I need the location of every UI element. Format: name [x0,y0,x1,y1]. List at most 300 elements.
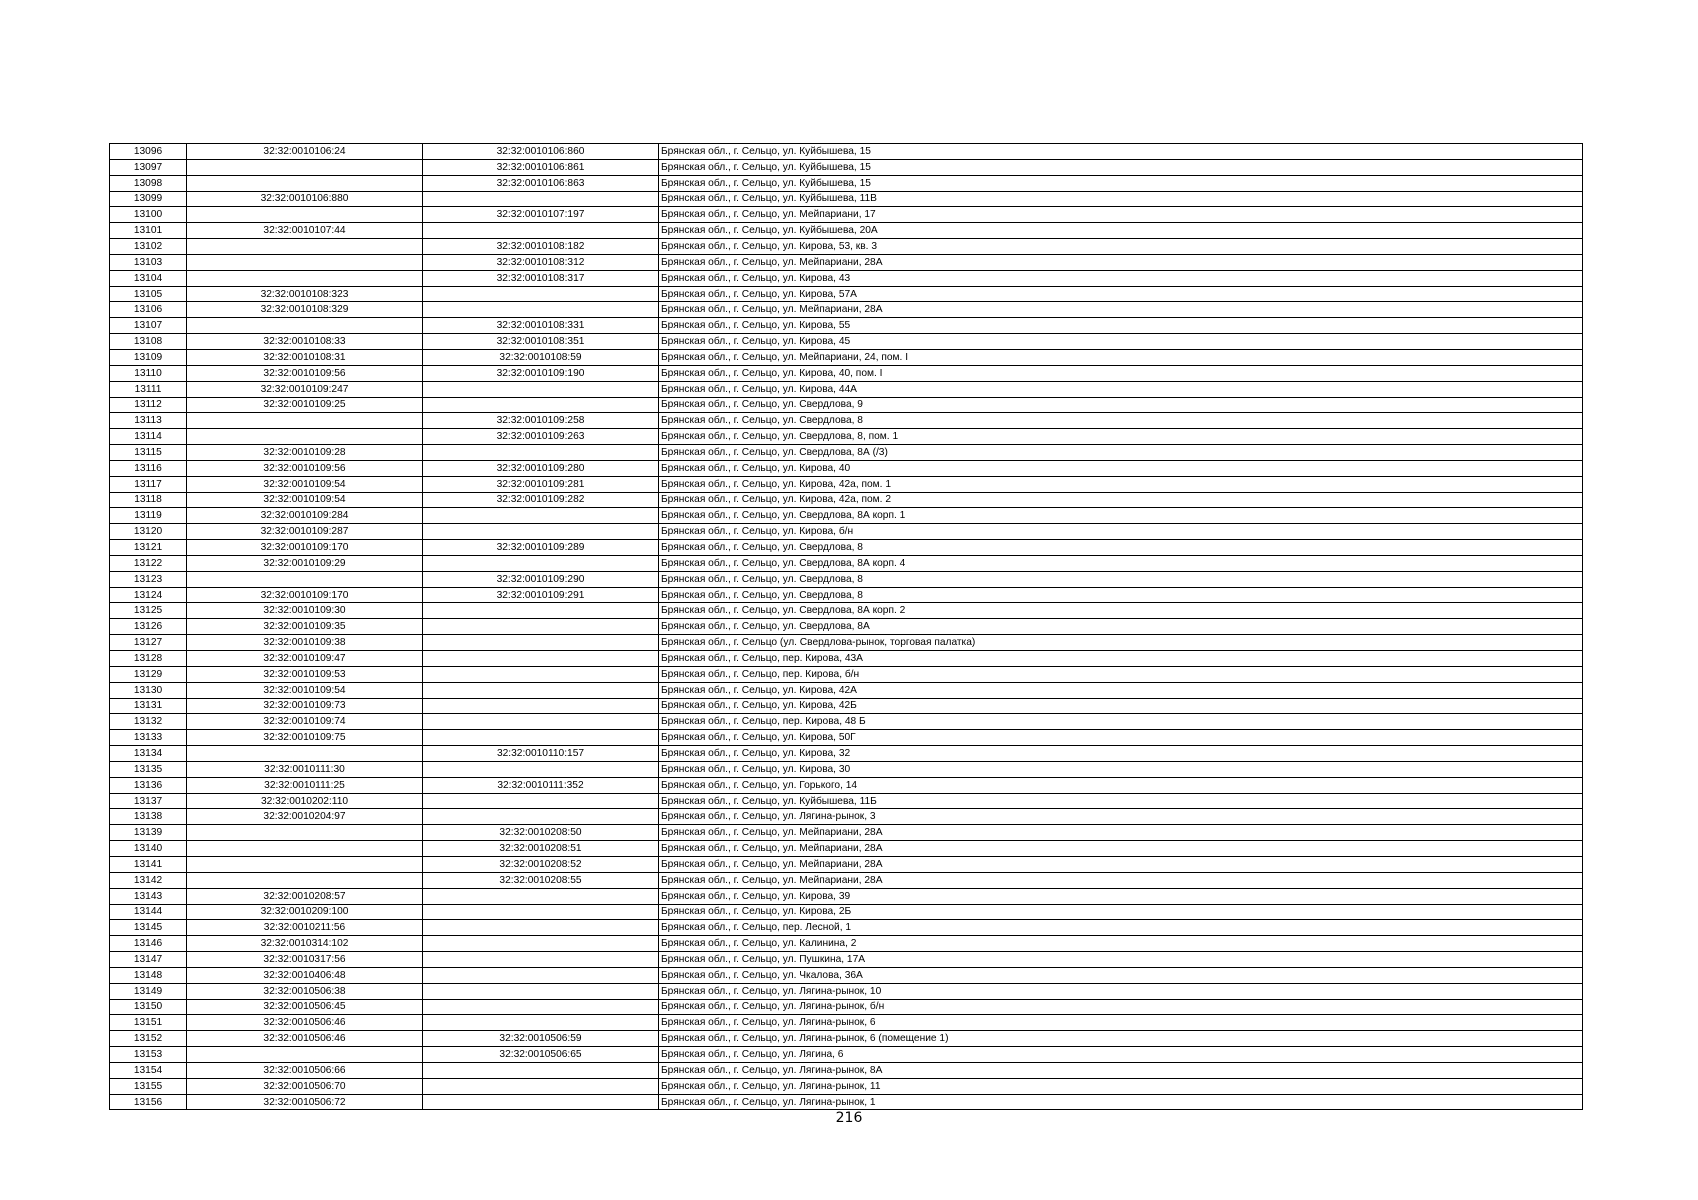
address-cell: Брянская обл., г. Сельцо, ул. Горького, 14 [659,777,1583,793]
cadastral-number-object-cell [423,920,659,936]
address-cell: Брянская обл., г. Сельцо, пер. Кирова, б/н [659,666,1583,682]
row-number-cell: 13143 [110,888,187,904]
address-cell: Брянская обл., г. Сельцо, ул. Лягина-рынок, 3 [659,809,1583,825]
cadastral-number-object-cell: 32:32:0010108:317 [423,270,659,286]
cadastral-number-parcel-cell [187,841,423,857]
cadastral-number-parcel-cell: 32:32:0010108:33 [187,334,423,350]
table-row [110,270,1583,286]
cadastral-number-parcel-cell [187,254,423,270]
address-cell: Брянская обл., г. Сельцо, ул. Кирова, 30 [659,761,1583,777]
cadastral-number-parcel-cell: 32:32:0010406:48 [187,967,423,983]
cadastral-number-parcel-cell: 32:32:0010109:35 [187,619,423,635]
table-row [110,508,1583,524]
cadastral-number-object-cell: 32:32:0010108:182 [423,239,659,255]
address-cell: Брянская обл., г. Сельцо, ул. Кирова, 44А [659,381,1583,397]
cadastral-number-object-cell [423,1078,659,1094]
cadastral-number-parcel-cell: 32:32:0010317:56 [187,952,423,968]
row-number-cell: 13098 [110,175,187,191]
table-row [110,302,1583,318]
address-cell: Брянская обл., г. Сельцо, ул. Свердлова, 8А корп. 4 [659,555,1583,571]
cadastral-number-object-cell [423,682,659,698]
cadastral-number-parcel-cell: 32:32:0010208:57 [187,888,423,904]
cadastral-number-object-cell [423,666,659,682]
cadastral-number-parcel-cell: 32:32:0010506:66 [187,1062,423,1078]
table-row [110,191,1583,207]
address-cell: Брянская обл., г. Сельцо, ул. Свердлова, 9 [659,397,1583,413]
cadastral-number-parcel-cell: 32:32:0010202:110 [187,793,423,809]
row-number-cell: 13133 [110,730,187,746]
table-row [110,1047,1583,1063]
row-number-cell: 13131 [110,698,187,714]
cadastral-number-parcel-cell: 32:32:0010109:287 [187,524,423,540]
row-number-cell: 13097 [110,159,187,175]
address-cell: Брянская обл., г. Сельцо, ул. Чкалова, 36А [659,967,1583,983]
address-cell: Брянская обл., г. Сельцо, ул. Кирова, 42а, пом. 2 [659,492,1583,508]
address-cell: Брянская обл., г. Сельцо, ул. Мейпариани, 28А [659,825,1583,841]
table-row [110,809,1583,825]
address-cell: Брянская обл., г. Сельцо, ул. Кирова, 55 [659,318,1583,334]
cadastral-number-object-cell [423,397,659,413]
cadastral-number-parcel-cell: 32:32:0010506:38 [187,983,423,999]
cadastral-number-parcel-cell: 32:32:0010108:323 [187,286,423,302]
table-row [110,144,1583,160]
table-row [110,223,1583,239]
table-row [110,983,1583,999]
table-row [110,365,1583,381]
cadastral-number-object-cell: 32:32:0010208:52 [423,856,659,872]
address-cell: Брянская обл., г. Сельцо, ул. Мейпариани, 28А [659,302,1583,318]
cadastral-number-parcel-cell: 32:32:0010209:100 [187,904,423,920]
cadastral-number-parcel-cell: 32:32:0010111:25 [187,777,423,793]
table-row [110,397,1583,413]
cadastral-number-object-cell: 32:32:0010208:55 [423,872,659,888]
table-row [110,888,1583,904]
row-number-cell: 13151 [110,1015,187,1031]
table-row [110,1031,1583,1047]
address-cell: Брянская обл., г. Сельцо, ул. Свердлова, 8 [659,540,1583,556]
row-number-cell: 13109 [110,349,187,365]
cadastral-number-parcel-cell: 32:32:0010109:170 [187,540,423,556]
address-cell: Брянская обл., г. Сельцо, ул. Лягина-рынок, 6 [659,1015,1583,1031]
cadastral-number-parcel-cell [187,429,423,445]
row-number-cell: 13139 [110,825,187,841]
row-number-cell: 13128 [110,651,187,667]
cadastral-number-parcel-cell: 32:32:0010109:170 [187,587,423,603]
cadastral-number-object-cell: 32:32:0010111:352 [423,777,659,793]
cadastral-number-parcel-cell: 32:32:0010109:54 [187,682,423,698]
table-row [110,239,1583,255]
cadastral-number-object-cell [423,1062,659,1078]
cadastral-number-object-cell [423,967,659,983]
row-number-cell: 13108 [110,334,187,350]
cadastral-number-object-cell [423,952,659,968]
row-number-cell: 13106 [110,302,187,318]
address-cell: Брянская обл., г. Сельцо, ул. Кирова, 40 [659,460,1583,476]
cadastral-number-parcel-cell: 32:32:0010111:30 [187,761,423,777]
row-number-cell: 13120 [110,524,187,540]
cadastral-number-parcel-cell [187,1047,423,1063]
cadastral-number-parcel-cell [187,825,423,841]
table-row [110,587,1583,603]
address-cell: Брянская обл., г. Сельцо, ул. Кирова, 57А [659,286,1583,302]
row-number-cell: 13135 [110,761,187,777]
table-row [110,159,1583,175]
table-row [110,492,1583,508]
cadastral-number-parcel-cell [187,239,423,255]
address-cell: Брянская обл., г. Сельцо, ул. Свердлова, 8А корп. 2 [659,603,1583,619]
table-row [110,1015,1583,1031]
address-cell: Брянская обл., г. Сельцо, ул. Лягина-рынок, 11 [659,1078,1583,1094]
table-row [110,730,1583,746]
address-cell: Брянская обл., г. Сельцо, ул. Кирова, 2Б [659,904,1583,920]
cadastral-number-object-cell [423,445,659,461]
address-cell: Брянская обл., г. Сельцо, ул. Свердлова, 8 [659,587,1583,603]
row-number-cell: 13103 [110,254,187,270]
row-number-cell: 13145 [110,920,187,936]
cadastral-number-object-cell: 32:32:0010109:291 [423,587,659,603]
registry-table-wrap [109,143,1582,1110]
cadastral-number-object-cell: 32:32:0010109:281 [423,476,659,492]
table-row [110,777,1583,793]
address-cell: Брянская обл., г. Сельцо, ул. Кирова, 39 [659,888,1583,904]
table-row [110,349,1583,365]
cadastral-number-object-cell [423,983,659,999]
cadastral-number-parcel-cell: 32:32:0010109:47 [187,651,423,667]
table-row [110,476,1583,492]
address-cell: Брянская обл., г. Сельцо, ул. Куйбышева, 15 [659,175,1583,191]
cadastral-number-object-cell [423,302,659,318]
cadastral-number-object-cell [423,603,659,619]
table-row [110,1062,1583,1078]
row-number-cell: 13137 [110,793,187,809]
row-number-cell: 13146 [110,936,187,952]
row-number-cell: 13104 [110,270,187,286]
table-row [110,555,1583,571]
row-number-cell: 13121 [110,540,187,556]
address-cell: Брянская обл., г. Сельцо, пер. Лесной, 1 [659,920,1583,936]
row-number-cell: 13096 [110,144,187,160]
cadastral-number-parcel-cell: 32:32:0010108:329 [187,302,423,318]
table-row [110,334,1583,350]
table-row [110,571,1583,587]
address-cell: Брянская обл., г. Сельцо, ул. Кирова, б/н [659,524,1583,540]
cadastral-number-object-cell: 32:32:0010109:190 [423,365,659,381]
cadastral-number-parcel-cell: 32:32:0010109:74 [187,714,423,730]
address-cell: Брянская обл., г. Сельцо (ул. Свердлова-рынок, торговая палатка) [659,635,1583,651]
table-row [110,429,1583,445]
cadastral-number-object-cell: 32:32:0010109:280 [423,460,659,476]
address-cell: Брянская обл., г. Сельцо, ул. Кирова, 42Б [659,698,1583,714]
row-number-cell: 13155 [110,1078,187,1094]
address-cell: Брянская обл., г. Сельцо, ул. Лягина-рынок, 6 (помещение 1) [659,1031,1583,1047]
row-number-cell: 13154 [110,1062,187,1078]
table-row [110,761,1583,777]
address-cell: Брянская обл., г. Сельцо, ул. Кирова, 43 [659,270,1583,286]
address-cell: Брянская обл., г. Сельцо, ул. Мейпариани, 28А [659,254,1583,270]
address-cell: Брянская обл., г. Сельцо, ул. Мейпариани, 28А [659,856,1583,872]
address-cell: Брянская обл., г. Сельцо, ул. Лягина-рынок, 8А [659,1062,1583,1078]
cadastral-number-object-cell [423,635,659,651]
address-cell: Брянская обл., г. Сельцо, ул. Куйбышева, 11В [659,191,1583,207]
cadastral-number-parcel-cell: 32:32:0010109:53 [187,666,423,682]
table-row [110,714,1583,730]
row-number-cell: 13119 [110,508,187,524]
table-row [110,904,1583,920]
address-cell: Брянская обл., г. Сельцо, ул. Мейпариани, 28А [659,841,1583,857]
address-cell: Брянская обл., г. Сельцо, ул. Кирова, 53, кв. 3 [659,239,1583,255]
row-number-cell: 13148 [110,967,187,983]
table-row [110,603,1583,619]
cadastral-number-object-cell [423,1094,659,1110]
row-number-cell: 13100 [110,207,187,223]
cadastral-number-object-cell [423,223,659,239]
cadastral-number-parcel-cell: 32:32:0010109:56 [187,460,423,476]
table-row [110,825,1583,841]
row-number-cell: 13132 [110,714,187,730]
cadastral-number-parcel-cell [187,175,423,191]
cadastral-number-object-cell [423,381,659,397]
row-number-cell: 13144 [110,904,187,920]
row-number-cell: 13105 [110,286,187,302]
row-number-cell: 13123 [110,571,187,587]
address-cell: Брянская обл., г. Сельцо, ул. Кирова, 42А [659,682,1583,698]
cadastral-number-object-cell: 32:32:0010107:197 [423,207,659,223]
row-number-cell: 13114 [110,429,187,445]
table-row [110,793,1583,809]
cadastral-number-parcel-cell: 32:32:0010109:73 [187,698,423,714]
table-row [110,540,1583,556]
cadastral-number-object-cell: 32:32:0010506:59 [423,1031,659,1047]
cadastral-number-object-cell [423,888,659,904]
cadastral-number-object-cell: 32:32:0010208:50 [423,825,659,841]
address-cell: Брянская обл., г. Сельцо, ул. Свердлова, 8, пом. 1 [659,429,1583,445]
address-cell: Брянская обл., г. Сельцо, ул. Куйбышева, 15 [659,159,1583,175]
table-row [110,1078,1583,1094]
cadastral-number-object-cell [423,714,659,730]
row-number-cell: 13130 [110,682,187,698]
cadastral-number-parcel-cell: 32:32:0010506:70 [187,1078,423,1094]
cadastral-number-parcel-cell: 32:32:0010109:29 [187,555,423,571]
cadastral-number-parcel-cell: 32:32:0010109:247 [187,381,423,397]
row-number-cell: 13122 [110,555,187,571]
address-cell: Брянская обл., г. Сельцо, ул. Свердлова, 8 [659,571,1583,587]
table-row [110,254,1583,270]
row-number-cell: 13116 [110,460,187,476]
cadastral-number-object-cell [423,793,659,809]
row-number-cell: 13118 [110,492,187,508]
cadastral-number-parcel-cell: 32:32:0010108:31 [187,349,423,365]
cadastral-number-parcel-cell: 32:32:0010109:284 [187,508,423,524]
cadastral-number-object-cell [423,761,659,777]
table-row [110,698,1583,714]
address-cell: Брянская обл., г. Сельцо, ул. Кирова, 40, пом. I [659,365,1583,381]
cadastral-number-parcel-cell [187,318,423,334]
cadastral-number-object-cell [423,999,659,1015]
cadastral-number-parcel-cell: 32:32:0010109:56 [187,365,423,381]
cadastral-number-object-cell: 32:32:0010109:263 [423,429,659,445]
cadastral-number-parcel-cell [187,872,423,888]
address-cell: Брянская обл., г. Сельцо, ул. Кирова, 42а, пом. 1 [659,476,1583,492]
table-row [110,413,1583,429]
table-row [110,460,1583,476]
cadastral-number-parcel-cell: 32:32:0010109:75 [187,730,423,746]
address-cell: Брянская обл., г. Сельцо, ул. Свердлова, 8А (/3) [659,445,1583,461]
row-number-cell: 13127 [110,635,187,651]
address-cell: Брянская обл., г. Сельцо, ул. Пушкина, 17А [659,952,1583,968]
address-cell: Брянская обл., г. Сельцо, ул. Кирова, 50Г [659,730,1583,746]
row-number-cell: 13126 [110,619,187,635]
table-row [110,967,1583,983]
cadastral-number-object-cell: 32:32:0010106:860 [423,144,659,160]
cadastral-number-object-cell [423,191,659,207]
row-number-cell: 13112 [110,397,187,413]
table-row [110,746,1583,762]
cadastral-number-object-cell [423,809,659,825]
cadastral-number-object-cell: 32:32:0010108:59 [423,349,659,365]
cadastral-number-object-cell [423,508,659,524]
row-number-cell: 13136 [110,777,187,793]
address-cell: Брянская обл., г. Сельцо, ул. Куйбышева, 11Б [659,793,1583,809]
table-row [110,445,1583,461]
cadastral-number-parcel-cell [187,746,423,762]
cadastral-number-object-cell: 32:32:0010110:157 [423,746,659,762]
table-row [110,381,1583,397]
table-row [110,936,1583,952]
cadastral-number-parcel-cell [187,270,423,286]
cadastral-number-parcel-cell: 32:32:0010506:72 [187,1094,423,1110]
cadastral-number-object-cell [423,651,659,667]
cadastral-number-object-cell: 32:32:0010106:861 [423,159,659,175]
cadastral-number-parcel-cell: 32:32:0010106:880 [187,191,423,207]
row-number-cell: 13125 [110,603,187,619]
row-number-cell: 13113 [110,413,187,429]
cadastral-number-parcel-cell: 32:32:0010106:24 [187,144,423,160]
cadastral-number-parcel-cell [187,207,423,223]
row-number-cell: 13107 [110,318,187,334]
cadastral-number-object-cell: 32:32:0010109:282 [423,492,659,508]
cadastral-number-object-cell [423,1015,659,1031]
cadastral-number-object-cell: 32:32:0010208:51 [423,841,659,857]
address-cell: Брянская обл., г. Сельцо, ул. Лягина-рынок, 10 [659,983,1583,999]
row-number-cell: 13156 [110,1094,187,1110]
address-cell: Брянская обл., г. Сельцо, ул. Калинина, 2 [659,936,1583,952]
cadastral-number-parcel-cell: 32:32:0010107:44 [187,223,423,239]
cadastral-number-object-cell [423,904,659,920]
row-number-cell: 13124 [110,587,187,603]
row-number-cell: 13102 [110,239,187,255]
address-cell: Брянская обл., г. Сельцо, ул. Кирова, 32 [659,746,1583,762]
table-row [110,920,1583,936]
address-cell: Брянская обл., г. Сельцо, ул. Лягина, 6 [659,1047,1583,1063]
cadastral-number-parcel-cell: 32:32:0010109:38 [187,635,423,651]
address-cell: Брянская обл., г. Сельцо, ул. Мейпариани, 24, пом. I [659,349,1583,365]
row-number-cell: 13153 [110,1047,187,1063]
cadastral-number-parcel-cell: 32:32:0010109:25 [187,397,423,413]
page-number: 216 [835,1110,863,1126]
address-cell: Брянская обл., г. Сельцо, пер. Кирова, 43А [659,651,1583,667]
row-number-cell: 13152 [110,1031,187,1047]
cadastral-number-object-cell [423,619,659,635]
cadastral-number-parcel-cell: 32:32:0010211:56 [187,920,423,936]
cadastral-number-parcel-cell: 32:32:0010506:46 [187,1031,423,1047]
row-number-cell: 13111 [110,381,187,397]
table-row [110,651,1583,667]
table-row [110,524,1583,540]
cadastral-number-parcel-cell: 32:32:0010109:54 [187,492,423,508]
row-number-cell: 13150 [110,999,187,1015]
cadastral-number-object-cell: 32:32:0010109:290 [423,571,659,587]
address-cell: Брянская обл., г. Сельцо, ул. Кирова, 45 [659,334,1583,350]
row-number-cell: 13115 [110,445,187,461]
cadastral-number-parcel-cell [187,159,423,175]
cadastral-number-parcel-cell: 32:32:0010506:46 [187,1015,423,1031]
table-row [110,872,1583,888]
cadastral-number-object-cell [423,730,659,746]
address-cell: Брянская обл., г. Сельцо, ул. Лягина-рынок, б/н [659,999,1583,1015]
address-cell: Брянская обл., г. Сельцо, ул. Мейпариани, 17 [659,207,1583,223]
cadastral-number-parcel-cell [187,571,423,587]
cadastral-number-object-cell: 32:32:0010506:65 [423,1047,659,1063]
cadastral-number-object-cell [423,698,659,714]
cadastral-number-parcel-cell [187,413,423,429]
cadastral-number-object-cell [423,524,659,540]
table-row [110,619,1583,635]
registry-table-body [110,144,1583,1110]
cadastral-number-parcel-cell: 32:32:0010314:102 [187,936,423,952]
cadastral-number-object-cell: 32:32:0010108:312 [423,254,659,270]
cadastral-number-parcel-cell: 32:32:0010204:97 [187,809,423,825]
row-number-cell: 13101 [110,223,187,239]
table-row [110,682,1583,698]
row-number-cell: 13147 [110,952,187,968]
cadastral-number-object-cell: 32:32:0010109:289 [423,540,659,556]
registry-table [109,143,1583,1110]
cadastral-number-object-cell: 32:32:0010108:331 [423,318,659,334]
table-row [110,1094,1583,1110]
row-number-cell: 13142 [110,872,187,888]
address-cell: Брянская обл., г. Сельцо, ул. Мейпариани, 28А [659,872,1583,888]
table-row [110,207,1583,223]
table-row [110,175,1583,191]
cadastral-number-parcel-cell: 32:32:0010109:54 [187,476,423,492]
table-row [110,952,1583,968]
cadastral-number-object-cell [423,555,659,571]
row-number-cell: 13134 [110,746,187,762]
row-number-cell: 13149 [110,983,187,999]
row-number-cell: 13138 [110,809,187,825]
address-cell: Брянская обл., г. Сельцо, ул. Свердлова, 8 [659,413,1583,429]
table-row [110,856,1583,872]
table-row [110,999,1583,1015]
row-number-cell: 13140 [110,841,187,857]
cadastral-number-parcel-cell: 32:32:0010109:30 [187,603,423,619]
address-cell: Брянская обл., г. Сельцо, ул. Свердлова, 8А [659,619,1583,635]
address-cell: Брянская обл., г. Сельцо, пер. Кирова, 48 Б [659,714,1583,730]
cadastral-number-object-cell: 32:32:0010108:351 [423,334,659,350]
table-row [110,635,1583,651]
row-number-cell: 13117 [110,476,187,492]
cadastral-number-object-cell [423,286,659,302]
cadastral-number-object-cell: 32:32:0010109:258 [423,413,659,429]
address-cell: Брянская обл., г. Сельцо, ул. Лягина-рынок, 1 [659,1094,1583,1110]
row-number-cell: 13099 [110,191,187,207]
cadastral-number-object-cell [423,936,659,952]
address-cell: Брянская обл., г. Сельцо, ул. Свердлова, 8А корп. 1 [659,508,1583,524]
row-number-cell: 13110 [110,365,187,381]
address-cell: Брянская обл., г. Сельцо, ул. Куйбышева, 15 [659,144,1583,160]
row-number-cell: 13141 [110,856,187,872]
table-row [110,841,1583,857]
